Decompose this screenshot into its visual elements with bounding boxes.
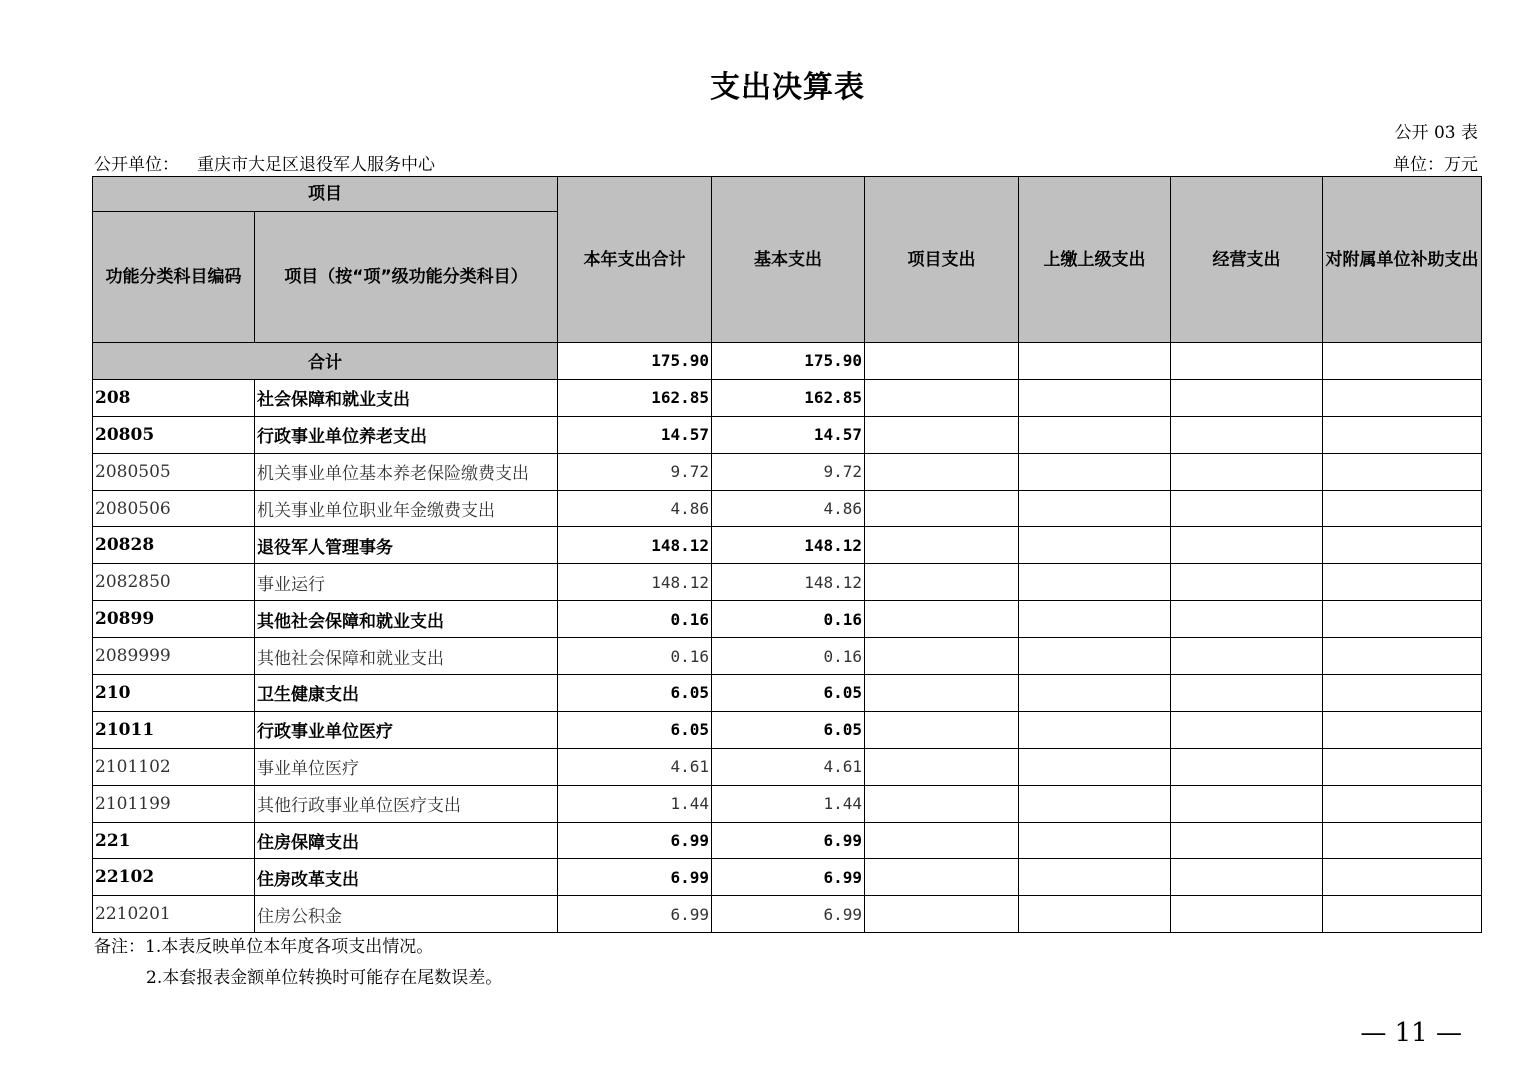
header-name: 项目（按“项”级功能分类科目） xyxy=(255,212,558,343)
row-operating xyxy=(1171,711,1323,748)
row-basic: 4.86 xyxy=(712,490,865,527)
row-operating xyxy=(1171,416,1323,453)
row-subsidy xyxy=(1323,638,1482,675)
row-operating xyxy=(1171,896,1323,933)
row-name: 住房公积金 xyxy=(255,896,558,933)
row-total: 6.05 xyxy=(558,675,712,712)
total-subsidy xyxy=(1323,343,1482,380)
row-project xyxy=(865,711,1019,748)
row-upper xyxy=(1019,822,1171,859)
row-code: 20828 xyxy=(93,527,255,564)
row-total: 6.99 xyxy=(558,822,712,859)
total-row xyxy=(93,343,1482,380)
row-total: 4.86 xyxy=(558,490,712,527)
table-row xyxy=(93,379,1482,416)
row-project xyxy=(865,527,1019,564)
row-operating xyxy=(1171,822,1323,859)
table-row xyxy=(93,564,1482,601)
row-project xyxy=(865,638,1019,675)
row-subsidy xyxy=(1323,748,1482,785)
row-name: 其他社会保障和就业支出 xyxy=(255,638,558,675)
form-number: 公开 03 表 xyxy=(1394,123,1478,143)
row-project xyxy=(865,564,1019,601)
row-basic: 4.61 xyxy=(712,748,865,785)
total-amount: 175.90 xyxy=(558,343,712,380)
row-upper xyxy=(1019,859,1171,896)
unit-name: 重庆市大足区退役军人服务中心 xyxy=(197,155,435,175)
note-1: 备注：1.本表反映单位本年度各项支出情况。 xyxy=(94,937,434,957)
row-upper xyxy=(1019,379,1171,416)
row-name: 社会保障和就业支出 xyxy=(255,379,558,416)
row-subsidy xyxy=(1323,601,1482,638)
row-basic: 1.44 xyxy=(712,785,865,822)
row-project xyxy=(865,453,1019,490)
row-operating xyxy=(1171,490,1323,527)
total-upper xyxy=(1019,343,1171,380)
row-subsidy xyxy=(1323,896,1482,933)
row-subsidy xyxy=(1323,711,1482,748)
row-total: 148.12 xyxy=(558,527,712,564)
row-upper xyxy=(1019,416,1171,453)
table-row xyxy=(93,638,1482,675)
row-subsidy xyxy=(1323,822,1482,859)
row-project xyxy=(865,896,1019,933)
row-operating xyxy=(1171,564,1323,601)
row-name: 行政事业单位养老支出 xyxy=(255,416,558,453)
table-row xyxy=(93,416,1482,453)
row-project xyxy=(865,416,1019,453)
table-row xyxy=(93,785,1482,822)
row-name: 行政事业单位医疗 xyxy=(255,711,558,748)
header-item: 项目 xyxy=(93,177,558,212)
table-row xyxy=(93,490,1482,527)
row-basic: 148.12 xyxy=(712,527,865,564)
table-row xyxy=(93,859,1482,896)
header-total: 本年支出合计 xyxy=(558,177,712,343)
row-operating xyxy=(1171,638,1323,675)
row-project xyxy=(865,822,1019,859)
row-subsidy xyxy=(1323,527,1482,564)
unit-label: 公开单位： xyxy=(94,155,179,175)
row-code: 2080506 xyxy=(93,490,255,527)
row-code: 2080505 xyxy=(93,453,255,490)
row-total: 6.05 xyxy=(558,711,712,748)
header-code: 功能分类科目编码 xyxy=(93,212,255,343)
row-basic: 0.16 xyxy=(712,638,865,675)
row-project xyxy=(865,675,1019,712)
row-upper xyxy=(1019,601,1171,638)
row-name: 其他行政事业单位医疗支出 xyxy=(255,785,558,822)
row-basic: 9.72 xyxy=(712,453,865,490)
row-total: 9.72 xyxy=(558,453,712,490)
row-subsidy xyxy=(1323,453,1482,490)
row-operating xyxy=(1171,859,1323,896)
row-subsidy xyxy=(1323,785,1482,822)
row-code: 2082850 xyxy=(93,564,255,601)
row-operating xyxy=(1171,453,1323,490)
row-name: 退役军人管理事务 xyxy=(255,527,558,564)
row-subsidy xyxy=(1323,859,1482,896)
row-upper xyxy=(1019,896,1171,933)
row-code: 22102 xyxy=(93,859,255,896)
row-basic: 6.05 xyxy=(712,711,865,748)
row-name: 机关事业单位职业年金缴费支出 xyxy=(255,490,558,527)
row-subsidy xyxy=(1323,416,1482,453)
table-row xyxy=(93,675,1482,712)
row-basic: 162.85 xyxy=(712,379,865,416)
page-title: 支出决算表 xyxy=(710,70,865,105)
reporting-unit xyxy=(94,150,435,175)
row-operating xyxy=(1171,527,1323,564)
header-basic: 基本支出 xyxy=(712,177,865,343)
header-subsidy: 对附属单位补助支出 xyxy=(1323,177,1482,343)
row-name: 住房保障支出 xyxy=(255,822,558,859)
row-operating xyxy=(1171,785,1323,822)
row-name: 卫生健康支出 xyxy=(255,675,558,712)
table-row xyxy=(93,748,1482,785)
row-total: 14.57 xyxy=(558,416,712,453)
row-name: 事业单位医疗 xyxy=(255,748,558,785)
row-total: 1.44 xyxy=(558,785,712,822)
row-upper xyxy=(1019,748,1171,785)
row-total: 162.85 xyxy=(558,379,712,416)
row-code: 20899 xyxy=(93,601,255,638)
table-row xyxy=(93,822,1482,859)
row-code: 2101199 xyxy=(93,785,255,822)
row-basic: 6.99 xyxy=(712,896,865,933)
row-subsidy xyxy=(1323,675,1482,712)
row-code: 210 xyxy=(93,675,255,712)
table-row xyxy=(93,896,1482,933)
money-unit: 单位：万元 xyxy=(1393,155,1478,175)
row-upper xyxy=(1019,785,1171,822)
page-number: — 11 — xyxy=(1360,1018,1462,1048)
expenditure-table xyxy=(92,176,1482,933)
row-project xyxy=(865,785,1019,822)
row-total: 6.99 xyxy=(558,896,712,933)
row-total: 4.61 xyxy=(558,748,712,785)
row-project xyxy=(865,490,1019,527)
row-total: 148.12 xyxy=(558,564,712,601)
row-basic: 6.99 xyxy=(712,859,865,896)
table-row xyxy=(93,527,1482,564)
row-project xyxy=(865,859,1019,896)
row-basic: 6.05 xyxy=(712,675,865,712)
row-code: 2089999 xyxy=(93,638,255,675)
row-name: 事业运行 xyxy=(255,564,558,601)
row-basic: 6.99 xyxy=(712,822,865,859)
row-upper xyxy=(1019,564,1171,601)
table-row xyxy=(93,711,1482,748)
row-upper xyxy=(1019,675,1171,712)
row-upper xyxy=(1019,527,1171,564)
row-upper xyxy=(1019,638,1171,675)
row-code: 2210201 xyxy=(93,896,255,933)
table-row xyxy=(93,601,1482,638)
row-upper xyxy=(1019,490,1171,527)
row-operating xyxy=(1171,601,1323,638)
row-name: 机关事业单位基本养老保险缴费支出 xyxy=(255,453,558,490)
header-project: 项目支出 xyxy=(865,177,1019,343)
row-subsidy xyxy=(1323,564,1482,601)
row-operating xyxy=(1171,748,1323,785)
row-upper xyxy=(1019,711,1171,748)
row-basic: 14.57 xyxy=(712,416,865,453)
row-code: 221 xyxy=(93,822,255,859)
header-operating: 经营支出 xyxy=(1171,177,1323,343)
row-total: 6.99 xyxy=(558,859,712,896)
row-code: 2101102 xyxy=(93,748,255,785)
row-name: 其他社会保障和就业支出 xyxy=(255,601,558,638)
row-upper xyxy=(1019,453,1171,490)
row-code: 20805 xyxy=(93,416,255,453)
note-2: 2.本套报表金额单位转换时可能存在尾数误差。 xyxy=(146,968,503,988)
row-operating xyxy=(1171,379,1323,416)
total-label: 合计 xyxy=(93,343,558,380)
header-upper: 上缴上级支出 xyxy=(1019,177,1171,343)
row-project xyxy=(865,601,1019,638)
total-operating xyxy=(1171,343,1323,380)
total-basic: 175.90 xyxy=(712,343,865,380)
row-project xyxy=(865,748,1019,785)
row-name: 住房改革支出 xyxy=(255,859,558,896)
total-project xyxy=(865,343,1019,380)
row-basic: 148.12 xyxy=(712,564,865,601)
row-project xyxy=(865,379,1019,416)
row-code: 208 xyxy=(93,379,255,416)
row-subsidy xyxy=(1323,490,1482,527)
row-subsidy xyxy=(1323,379,1482,416)
row-code: 21011 xyxy=(93,711,255,748)
row-total: 0.16 xyxy=(558,601,712,638)
row-operating xyxy=(1171,675,1323,712)
row-total: 0.16 xyxy=(558,638,712,675)
table-row xyxy=(93,453,1482,490)
notes xyxy=(94,932,502,994)
row-basic: 0.16 xyxy=(712,601,865,638)
